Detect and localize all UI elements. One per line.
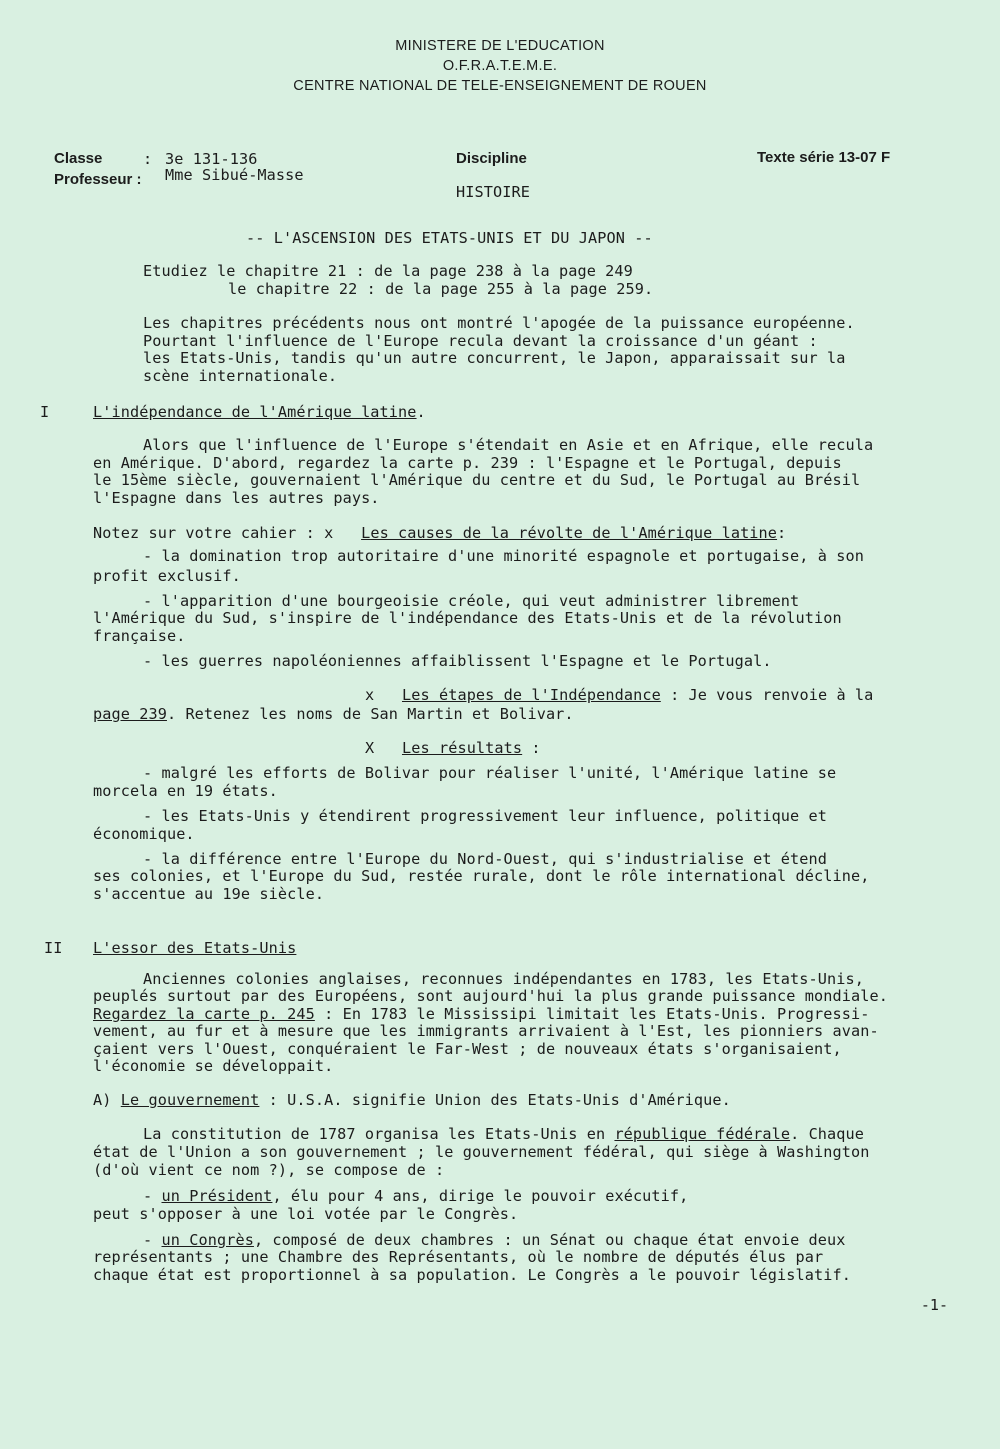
causes-title: Les causes de la révolte de l'Amérique latine [361,524,778,542]
notez-prefix: Notez sur votre cahier : x [93,524,334,542]
header-ofrateme: O.F.R.A.T.E.M.E. [442,58,558,74]
result-item: s'accentue au 19e siècle. [93,885,325,903]
results-colon: : [531,739,541,757]
professeur-value: Mme Sibué-Masse [165,166,304,184]
republique-federale: république fédérale [614,1125,791,1143]
gov-title: Le gouvernement [120,1091,260,1109]
causes-heading [93,524,786,542]
section-1-number: I [40,403,50,421]
paragraph-line: l'Espagne dans les autres pays. [93,489,380,507]
results-heading [365,739,541,757]
etapes-rest: : Je vous renvoie à la [670,686,874,704]
paragraph-line: peut s'opposer à une loi votée par le Congrès. [93,1205,519,1223]
congres-dash: - [143,1231,162,1249]
result-x: X [365,739,375,757]
cause-item: - la domination trop autoritaire d'une minorité espagnole et portugaise, à son [143,547,865,565]
header-ministry: MINISTERE DE L'EDUCATION [395,38,605,54]
paragraph-line: Alors que l'influence de l'Europe s'étendait en Asie et en Afrique, elle recula [143,436,874,454]
causes-colon: : [777,524,787,542]
result-item: économique. [93,825,195,843]
congres-line [143,1231,846,1249]
result-item: - les Etats-Unis y étendirent progressivement leur influence, politique et [143,807,828,825]
paragraph-line: l'économie se développait. [93,1057,334,1075]
map-reference-rest: : En 1783 le Mississipi limitait les Etats-Unis. Progressi- [314,1005,870,1023]
congres-rest: , composé de deux chambres : un Sénat ou chaque état envoie deux [253,1231,846,1249]
page-number: -1- [920,1296,948,1314]
president-dash: - [143,1187,162,1205]
section-1-title-text: L'indépendance de l'Amérique latine [93,403,417,421]
paragraph-line: le 15ème siècle, gouvernaient l'Amérique du centre et du Sud, le Portugal au Brésil [93,471,861,489]
paragraph-line: peuplés surtout par des Européens, sont aujourd'hui la plus grande puissance mondiale. [93,987,888,1005]
result-item: - malgré les efforts de Bolivar pour réaliser l'unité, l'Amérique latine se [143,764,837,782]
classe-value: 3e 131-136 [165,150,258,168]
section-1-title [93,403,426,421]
discipline-value: HISTOIRE [456,183,530,201]
paragraph-line: çaient vers l'Ouest, conquéraient le Far-West ; de nouveaux états s'organisaient, [93,1040,842,1058]
results-title: Les résultats [401,739,523,757]
constitution-end: . Chaque [790,1125,865,1143]
texte-serie: Texte série 13-07 F [757,149,891,166]
president-term: un Président [161,1187,273,1205]
paragraph-line: en Amérique. D'abord, regardez la carte p. 239 : l'Espagne et le Portugal, depuis [93,454,842,472]
cause-item: - les guerres napoléoniennes affaiblissent l'Espagne et le Portugal. [143,652,772,670]
intro-line: Les chapitres précédents nous ont montré l'apogée de la puissance européenne. [143,314,855,332]
document-title: -- L'ASCENSION DES ETATS-UNIS ET DU JAPON -- [246,229,653,247]
paragraph-line [143,1125,864,1143]
etapes-end: . Retenez les noms de San Martin et Bolivar. [166,705,574,723]
paragraph-line: représentants ; une Chambre des Représentants, où le nombre de députés élus par [93,1248,824,1266]
paragraph-line [93,1005,869,1023]
section-1-title-end: . [416,403,426,421]
etapes-page: page 239 [93,705,167,723]
intro-line: les Etats-Unis, tandis qu'un autre concurrent, le Japon, apparaissait sur la [143,349,846,367]
gov-prefix: A) [93,1091,112,1109]
result-item: morcela en 19 états. [93,782,278,800]
intro-line: Pourtant l'influence de l'Europe recula devant la croissance d'un géant : [143,332,818,350]
cause-item: profit exclusif. [93,567,241,585]
section-2-number: II [44,939,63,957]
etapes-heading [365,686,873,704]
congres-term: un Congrès [161,1231,254,1249]
discipline-label: Discipline [456,150,527,167]
map-reference: Regardez la carte p. 245 [93,1005,315,1023]
etapes-line [93,705,574,723]
study-line-1: Etudiez le chapitre 21 : de la page 238 à la page 249 [143,262,633,280]
constitution-text: La constitution de 1787 organisa les Etats-Unis en [143,1125,615,1143]
classe-label: Classe [54,150,103,167]
paragraph-line: Anciennes colonies anglaises, reconnues indépendantes en 1783, les Etats-Unis, [143,970,865,988]
paragraph-line: chaque état est proportionnel à sa population. Le Congrès a le pouvoir législatif. [93,1266,851,1284]
classe-sep: : [143,150,153,168]
study-line-2: le chapitre 22 : de la page 255 à la page 259. [228,280,654,298]
intro-line: scène internationale. [143,367,338,385]
gov-heading [93,1091,731,1109]
result-item: ses colonies, et l'Europe du Sud, restée rurale, dont le rôle international décline, [93,867,870,885]
header-centre: CENTRE NATIONAL DE TELE-ENSEIGNEMENT DE ROUEN [293,78,707,94]
paragraph-line: vement, au fur et à mesure que les immigrants arrivaient à l'Est, les pionniers avan- [93,1022,879,1040]
cause-item: l'Amérique du Sud, s'inspire de l'indépendance des Etats-Unis et de la révolution [93,609,842,627]
paragraph-line: (d'où vient ce nom ?), se compose de : [93,1161,445,1179]
gov-rest: : U.S.A. signifie Union des Etats-Unis d'Amérique. [259,1091,731,1109]
president-line [143,1187,688,1205]
president-rest: , élu pour 4 ans, dirige le pouvoir exécutif, [272,1187,689,1205]
cause-item: française. [93,627,186,645]
etapes-x: x [365,686,375,704]
professeur-label: Professeur : [54,171,142,188]
section-2-title: L'essor des Etats-Unis [93,939,297,957]
paragraph-line: état de l'Union a son gouvernement ; le gouvernement fédéral, qui siège à Washington [93,1143,870,1161]
result-item: - la différence entre l'Europe du Nord-Ouest, qui s'industrialise et étend [143,850,828,868]
etapes-title: Les étapes de l'Indépendance [401,686,661,704]
cause-item: - l'apparition d'une bourgeoisie créole, qui veut administrer librement [143,592,800,610]
